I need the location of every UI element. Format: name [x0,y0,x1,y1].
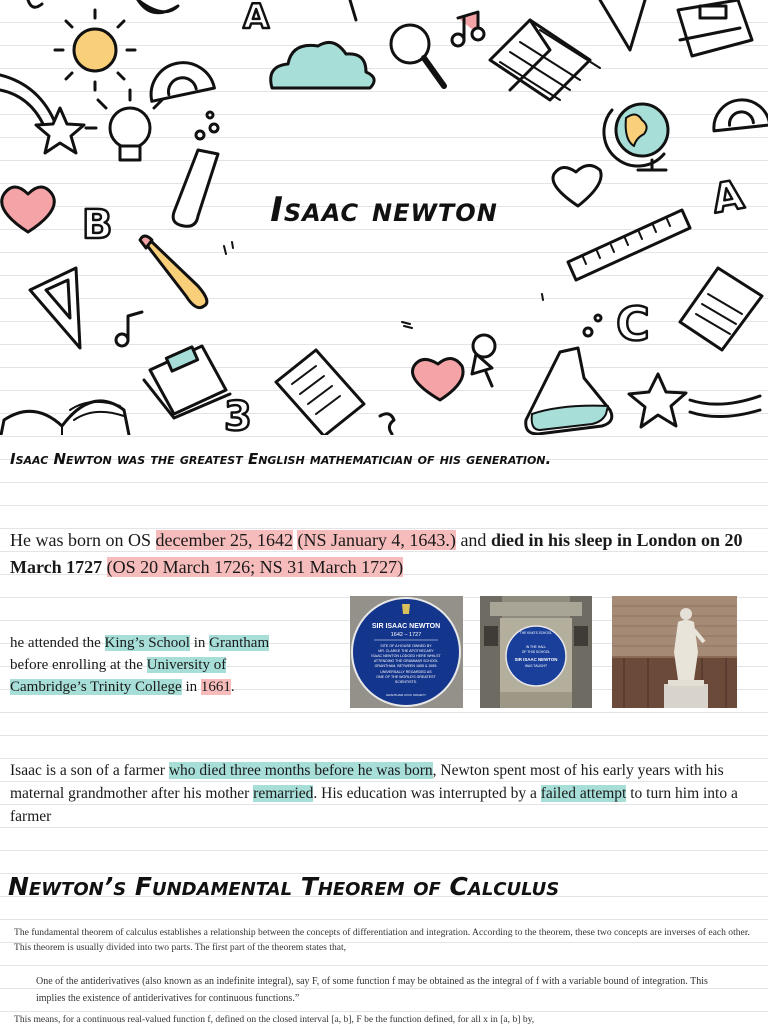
plaque2-line: SIR ISAAC NEWTON [514,657,558,662]
cloud-icon [271,42,374,88]
plaque1-line: SCIENTISTS. [394,680,418,684]
plaque1-years: 1642 – 1727 [390,632,422,638]
star-icon [0,75,84,153]
svg-text:A: A [708,172,748,223]
newton-statue-photo [612,596,737,708]
birth-date-ns-highlight: (NS January 4, 1643.) [297,530,456,550]
document-icon [680,268,762,350]
plaque1-line: UNIVERSALLY REGARDED AS [380,670,432,674]
school-text-5: . [230,679,235,695]
plaque1-line: MR. CLARKE THE APOTHECARY [378,649,434,653]
farmer-text-3: . His education was interrupted by a [313,785,541,802]
calculus-intro-paragraph: The fundamental theorem of calculus establishes a relationship between the concepts of differentiation and integration. According to the theorem, these two concepts are inverses of each other. This theorem is usually divided into two parts. The first part of the theorem states that, [14,927,750,953]
kings-school-highlight: King’s School [104,635,190,651]
paintbrush-icon [140,236,207,308]
school-text-2: in [189,635,210,651]
year-1661-highlight: 1661 [200,679,231,695]
born-spacer-2 [102,557,107,577]
closed-book-icon-2 [144,346,230,418]
birth-death-paragraph [10,527,755,581]
protractor-icon-right [711,97,768,131]
flask-icon [526,315,612,434]
father-death-highlight: who died three months before he was born [168,762,433,779]
svg-text:3: 3 [224,394,252,435]
plaque1-line: ISAAC NEWTON LODGED HERE WHILST [371,654,441,658]
school-text-4: in [181,679,201,695]
music-note-icon [452,12,484,46]
plaque1-line: ONE OF THE WORLD'S GREATEST [376,675,436,679]
heart-icon-2 [412,358,463,400]
kings-school-plaque-photo [480,596,592,708]
farmer-text-4: to turn him into a farmer [10,785,738,825]
calculus-heading: Newton’s Fundamental Theorem of Calculus [8,872,560,901]
theorem-quote: One of the antiderivatives (also known as an indefinite integral), say F, of some function f may be obtained as the integral of f with a variable bound of integration. This implies the existence of antiderivatives for continuous functions.” [36,976,708,1004]
trinity-college-highlight: University of Cambridge’s Trinity College [10,657,227,695]
pushpin-icon [472,335,495,386]
death-date-highlight: (OS 20 March 1726; NS 31 March 1727) [106,557,404,577]
letter-a-icon-top [243,0,270,37]
plaque2-line: WAS TAUGHT [524,664,548,668]
number-three-icon [224,394,252,435]
plaque1-line: SITE OF A HOUSE OWNED BY [380,644,432,648]
plaque1-line: ATTENDING THE GRAMMAR SCHOOL [373,659,439,663]
music-note-icon-small [116,312,142,346]
calculus-definition-paragraph: This means, for a continuous real-valued function f, defined on the closed interval [a, b], F be the function defined, for all x in [a, b] by, [14,1014,535,1025]
farmer-text-1: Isaac is a son of a farmer [10,762,169,779]
plaque2-line: OF THIS SCHOOL [521,650,551,654]
closed-book-icon [678,0,752,56]
remarried-highlight: remarried [253,785,314,802]
magnifier-icon [391,25,444,86]
farmer-text-2: , Newton spent most of his early years with his maternal grandmother after his mother [10,762,724,802]
plaque1-footer: GRANTHAM CIVIC SOCIETY [385,693,427,697]
early-life-paragraph [10,759,750,828]
grantham-highlight: Grantham [209,635,270,651]
doodle-banner [0,0,768,435]
school-text-1: he attended the [10,635,105,651]
school-paragraph [10,632,300,698]
plaque2-header: THE KING'S SCHOOL [519,631,553,635]
page-title: Isaac newton [270,190,498,230]
open-book-icon-2 [0,401,130,435]
death-text: died in his sleep in London on 20 March 1727 [10,530,743,577]
open-book-icon [490,20,600,100]
letter-c-icon [616,297,650,351]
plaque1-line: GRANTHAM, BETWEEN 1655 & 1659. [374,664,438,668]
protractor-icon [145,57,214,102]
born-text: He was born on OS [10,530,156,550]
star-icon-2 [629,374,760,427]
newton-plaque-photo [350,596,463,708]
plaque1-name: SIR ISAAC NEWTON [371,623,441,630]
plaque2-line: IN THE HALL [525,645,547,649]
birth-date-highlight: december 25, 1642 [155,530,293,550]
school-text-3: before enrolling at the [10,657,147,673]
globe-icon [604,104,668,170]
sun-icon [55,10,135,90]
born-and: and [455,530,491,550]
svg-text:A: A [243,0,270,37]
failed-attempt-highlight: failed attempt [540,785,627,802]
document-icon-2 [276,350,364,435]
intro-heading: Isaac Newton was the greatest English mathematician of his generation. [10,450,552,468]
svg-text:C: C [616,297,650,351]
svg-text:B: B [82,202,113,248]
triangle-ruler-icon [30,268,80,348]
